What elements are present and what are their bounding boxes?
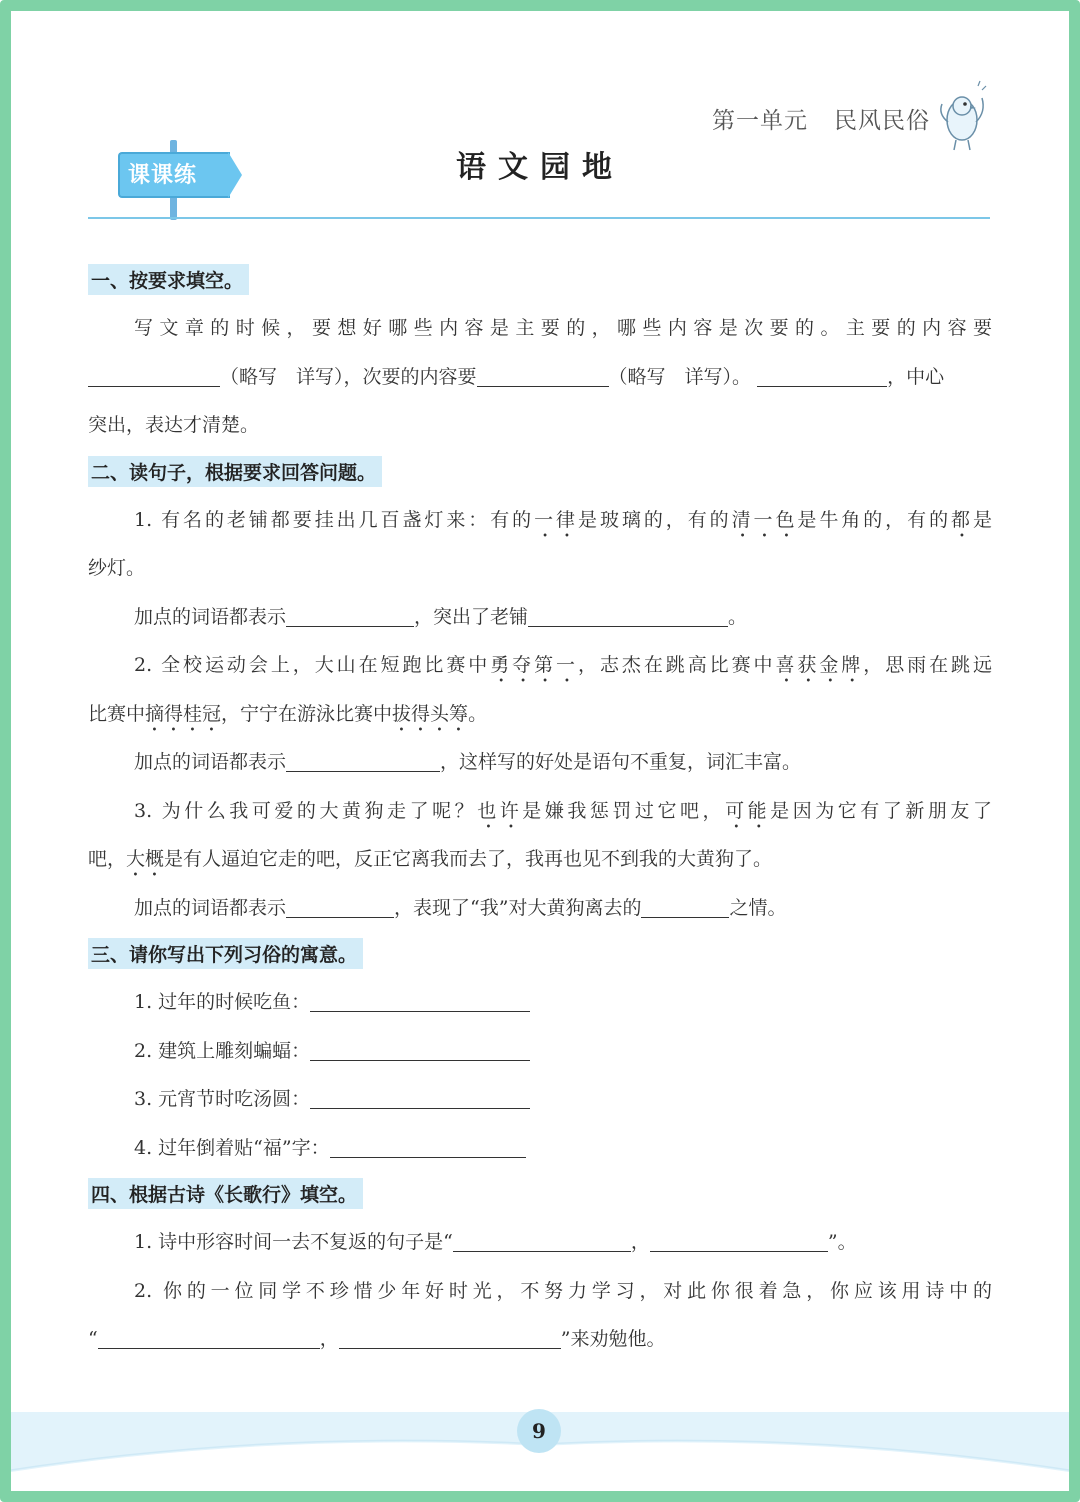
dotted-word: 勇夺第一 [490,654,578,676]
dotted-word: 拔得头筹 [392,702,469,725]
dotted-word: 摘得桂冠 [145,702,222,725]
s1-line-3: 突出，表达才清楚。 [88,414,260,436]
answer-blank[interactable] [339,1326,561,1349]
unit-theme: 民风民俗 [834,108,930,134]
dotted-word: 可能 [725,799,771,822]
badge-label: 课课练 [128,163,198,188]
s3-item-2: 2. 建筑上雕刻蝙蝠： [88,1027,992,1076]
answer-blank[interactable] [98,1326,320,1349]
s3-item-4: 4. 过年倒着贴“福”字： [88,1124,992,1173]
answer-blank[interactable] [286,604,414,627]
s2-q2-line-1: 2. 全校运动会上，大山在短跑比赛中勇夺第一，志杰在跳高比赛中喜获金牌，思雨在跳远 [134,654,992,676]
s2-q1-prompt: 加点的词语都表示 ，突出了老铺 。 [134,605,748,628]
answer-blank[interactable] [310,1038,530,1061]
section-3-heading: 三、请你写出下列习俗的寓意。 [88,938,363,969]
section-4-heading: 四、根据古诗《长歌行》填空。 [88,1178,363,1209]
answer-blank[interactable] [650,1229,828,1252]
answer-blank[interactable] [757,364,887,387]
s2-q3-line-2: 吧，大概是有人逼迫它走的吧，反正它离我而去了，我再也见不到我的大黄狗了。 [88,848,773,870]
s4-q2-line-1: 2. 你的一位同学不珍惜少年好时光，不努力学习，对此你很着急，你应该用诗中的 [134,1279,992,1302]
dotted-word: 也许 [477,799,523,822]
section-1-heading: 一、按要求填空。 [88,264,249,295]
answer-blank[interactable] [477,364,609,387]
answer-blank[interactable] [88,364,220,387]
page-title: 语文园地 [456,150,624,185]
dotted-word: 清一色 [731,508,798,531]
header-divider [88,217,990,219]
dotted-word: 一律 [534,508,578,531]
s4-q2-line-2: “ ， ”来劝勉他。 [88,1328,666,1350]
worksheet-content [88,258,992,1364]
s2-q3-prompt: 加点的词语都表示 ，表现了“我”对大黄狗离去的 之情。 [134,896,787,919]
s2-q2-line-2: 比赛中摘得桂冠，宁宁在游泳比赛中拔得头筹。 [88,702,488,725]
s2-q1-line-2: 纱灯。 [88,557,146,579]
answer-blank[interactable] [453,1229,631,1252]
s1-line-2: （略写 详写），次要的内容要 （略写 详写）。 ，中心 [88,353,992,402]
s2-q1-line-1: 1. 有名的老铺都要挂出几百盏灯来：有的一律是玻璃的，有的清一色是牛角的，有的都是 [134,508,992,531]
dotted-word: 都 [951,508,973,531]
answer-blank[interactable] [641,895,729,918]
s3-item-3: 3. 元宵节时吃汤圆： [88,1075,992,1124]
answer-blank[interactable] [310,1086,530,1109]
answer-blank[interactable] [310,989,530,1012]
dotted-word: 喜获金牌 [775,654,864,676]
s3-item-1: 1. 过年的时候吃鱼： [88,978,992,1027]
page-number: 9 [517,1409,561,1453]
answer-blank[interactable] [330,1135,526,1158]
answer-blank[interactable] [286,895,394,918]
unit-label: 第一单元 [712,108,808,134]
dotted-word: 大概 [126,848,165,870]
s2-q3-line-1: 3. 为什么我可爱的大黄狗走了呢？也许是嫌我惩罚过它吧，可能是因为它有了新朋友了 [134,799,992,822]
answer-blank[interactable] [528,604,728,627]
s4-q1: 1. 诗中形容时间一去不复返的句子是“ ， ”。 [134,1231,857,1253]
unit-header [712,102,930,135]
s2-q2-prompt: 加点的词语都表示 ，这样写的好处是语句不重复，词汇丰富。 [134,751,802,773]
section-2-heading: 二、读句子，根据要求回答问题。 [88,456,382,487]
answer-blank[interactable] [286,749,440,772]
s1-line-1: 写文章的时候，要想好哪些内容是主要的，哪些内容是次要的。主要的内容要 [134,317,992,339]
